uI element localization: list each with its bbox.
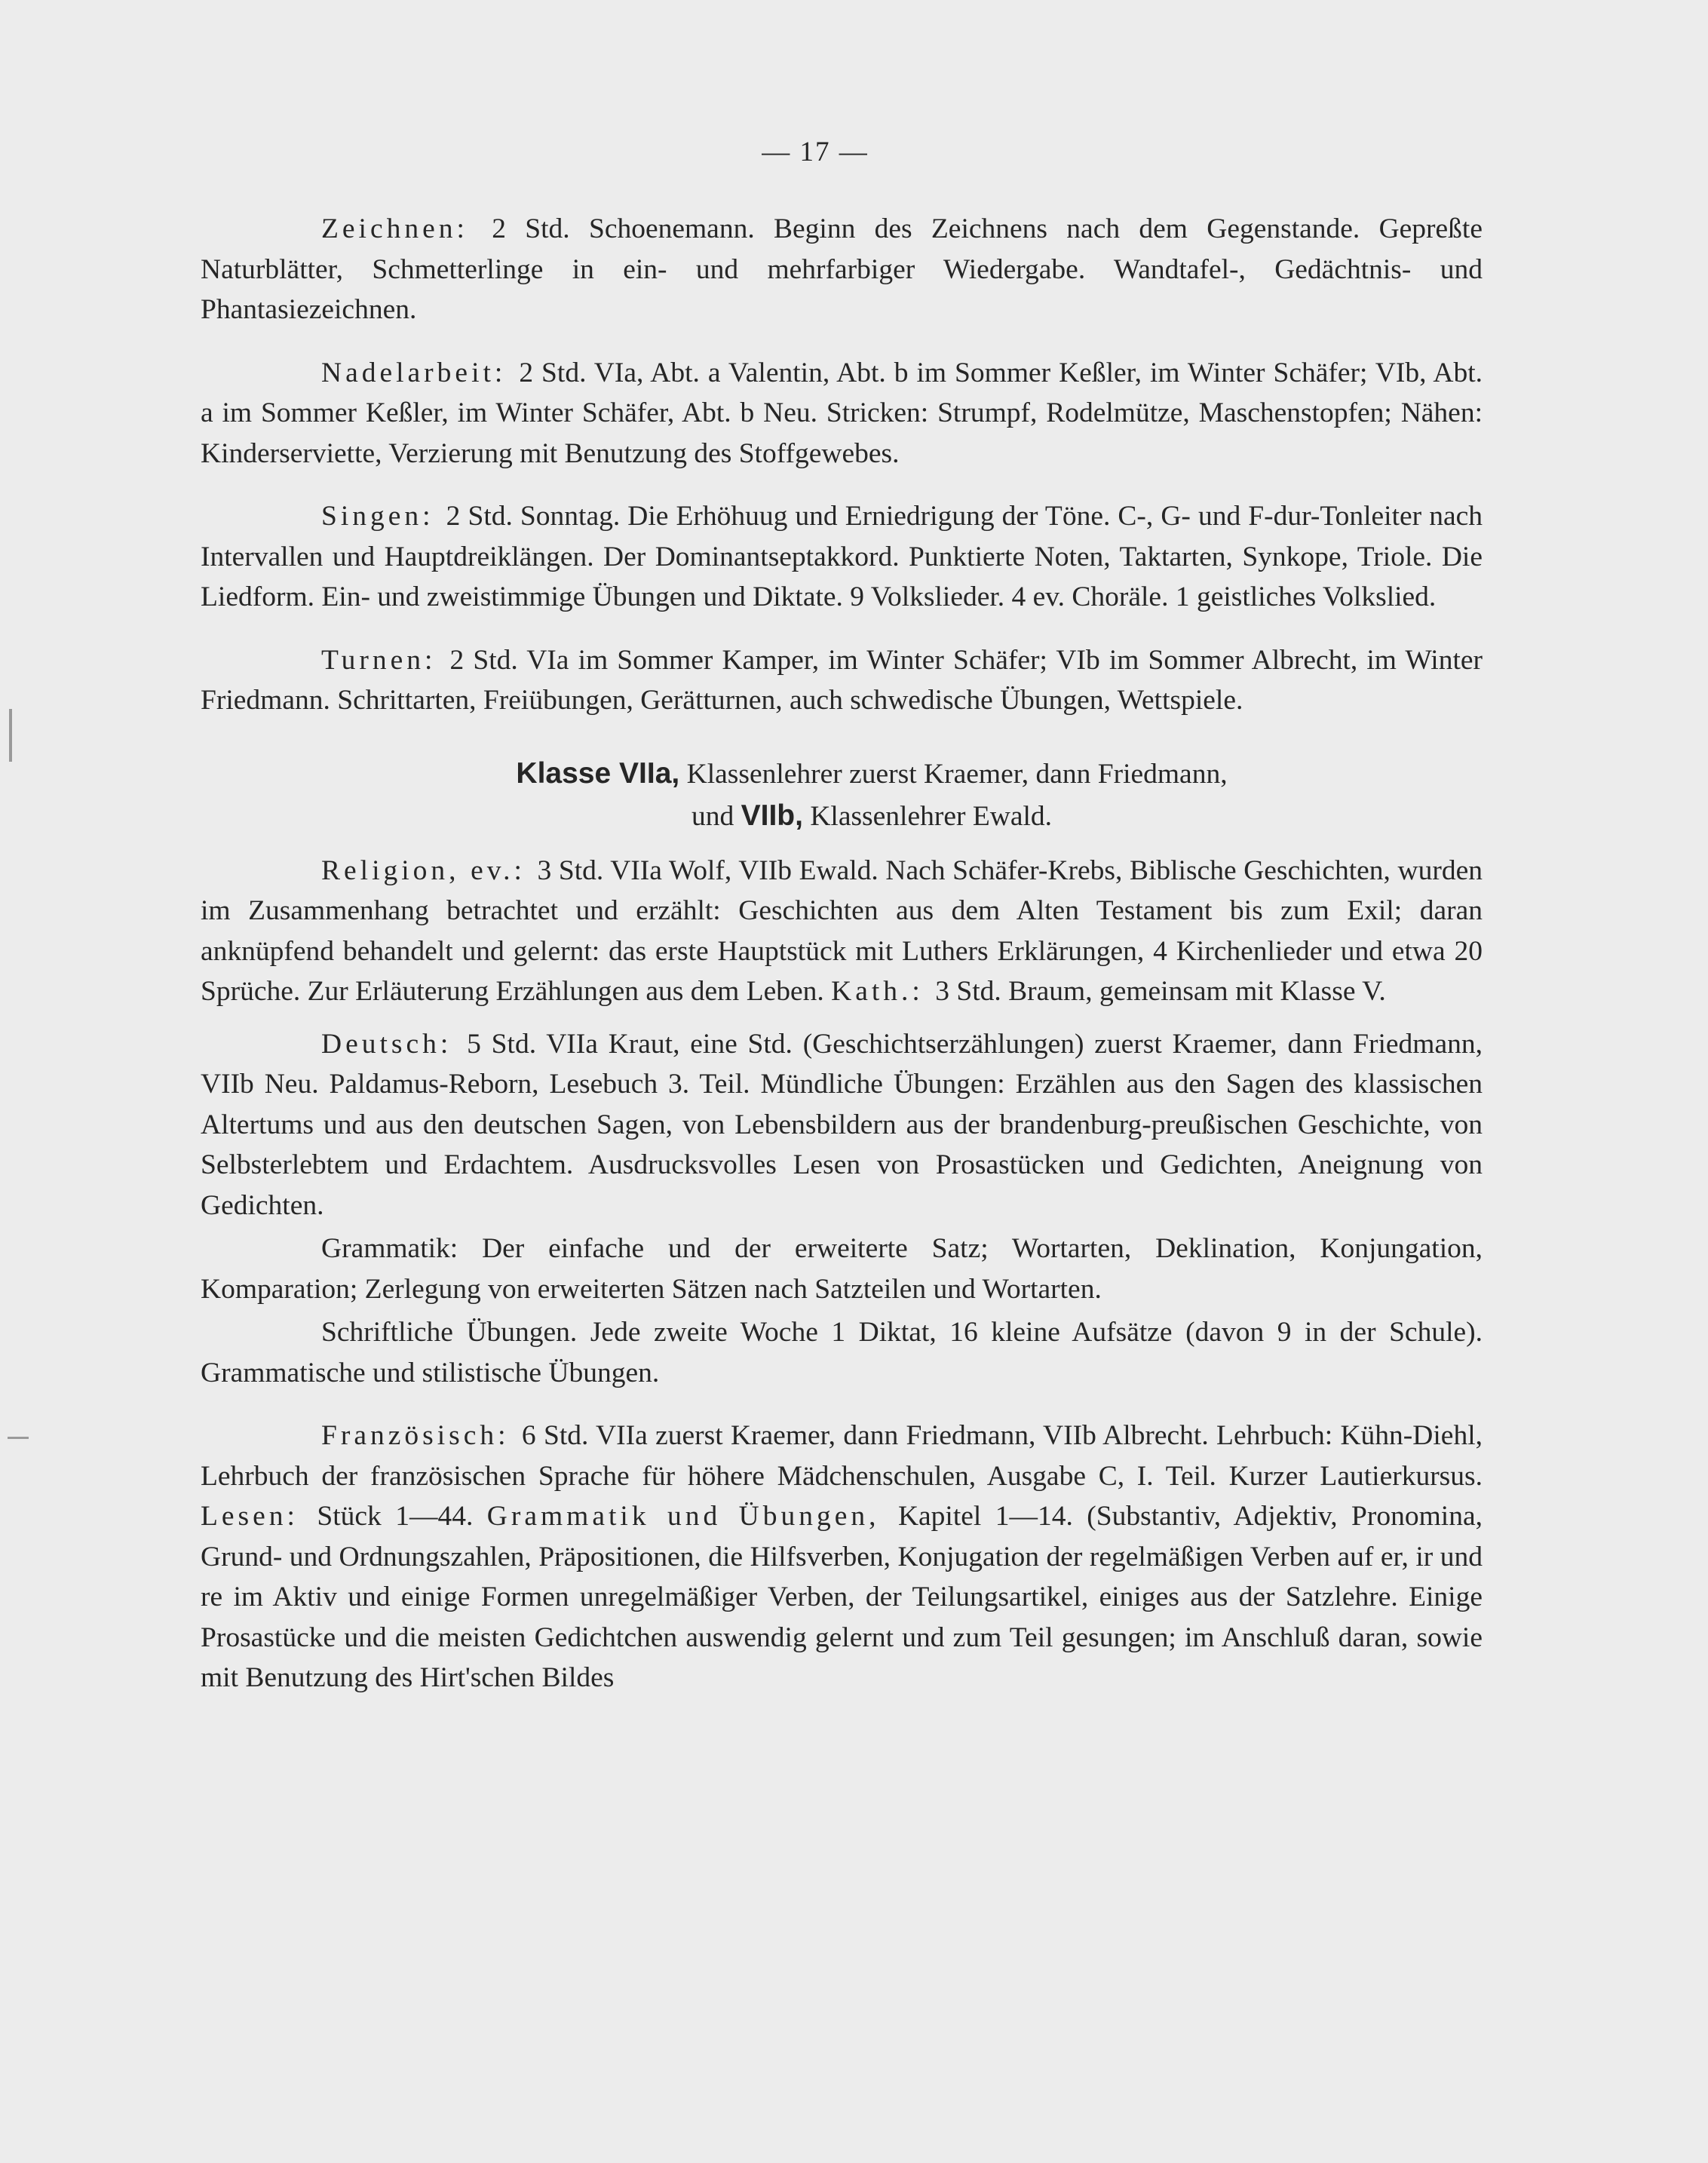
paragraph-franzoesisch — [201, 1416, 1483, 1698]
paragraph-deutsch — [201, 1024, 1483, 1226]
paragraph-text: 5 Std. VIIa Kraut, eine Std. (Geschichtserzählungen) zuerst Kraemer, dann Friedmann, VIIb Neu. Paldamus-Reborn, Lesebuch 3. Teil. Mündliche Übungen: Erzählen aus den Sagen des klassischen Altertums und aus den deutschen Sagen, von Lebensbildern aus der brandenburg-preußischen Geschichte, von Selbsterlebtem und Erdachtem. Ausdrucksvolles Lesen von Prosastücken und Gedichten, Aneignung von Gedichten. — [201, 1028, 1483, 1221]
page-content — [201, 136, 1483, 1721]
paragraph-text: 3 Std. Braum, gemeinsam mit Klasse V. — [928, 976, 1386, 1007]
subject-label: Singen: — [321, 501, 434, 532]
class-heading-text: Klassenlehrer zuerst Kraemer, dann Friedmann, — [679, 758, 1228, 790]
paragraph-singen — [201, 496, 1483, 618]
paragraph-text: Kapitel 1—14. (Substantiv, Adjektiv, Pronomina, Grund- und Ordnungszahlen, Präpositionen, die Hilfsverben, Konjugation der regelmäßigen Verben auf er, ir und re im Aktiv und einige Formen unregelmäßiger Verben, der Teilungsartikel, einiges aus der Satzlehre. Einige Prosastücke und die meisten Gedichtchen auswendig gelernt und zum Teil gesungen; im Anschluß daran, sowie mit Benutzung des Hirt'schen Bildes — [201, 1501, 1483, 1693]
paragraph-zeichnen — [201, 209, 1483, 330]
subject-label: Zeichnen: — [321, 213, 468, 244]
subject-label: Nadelarbeit: — [321, 357, 507, 388]
paragraph-text: 3 Std. VIIa Wolf, VIIb Ewald. Nach Schäfer-Krebs, Biblische Geschichten, wurden im Zusammenhang betrachtet und erzählt: Geschichten aus dem Alten Testament bis zum Exil; daran anknüpfend behandelt und gelernt: das erste Hauptstück mit Luthers Erklärungen, 4 Kirchenlieder und etwa 20 Sprüche. Zur Erläuterung Erzählungen aus dem Leben. — [201, 854, 1483, 1007]
class-heading-text: und — [691, 800, 741, 832]
scan-edge-mark — [9, 709, 12, 762]
subject-label: Grammatik und Übungen, — [486, 1501, 880, 1532]
page-number: — 17 — — [762, 137, 869, 167]
subject-label: Turnen: — [321, 644, 437, 676]
paragraph-text: 2 Std. Schoenemann. Beginn des Zeichnens nach dem Gegenstande. Gepreßte Naturblätter, Schmetterlinge in ein- und mehrfarbiger Wiedergabe. Wandtafel-, Gedächtnis- und Phantasiezeichnen. — [201, 213, 1483, 325]
subject-label: Lesen: — [201, 1501, 299, 1532]
class-name: Klasse VIIa, — [516, 756, 680, 790]
paragraph-religion — [201, 851, 1483, 1012]
section-label: Grammatik: — [321, 1233, 458, 1264]
paragraph-text: Jede zweite Woche 1 Diktat, 16 kleine Aufsätze (davon 9 in der Schule). Grammatische und stilistische Übungen. — [201, 1317, 1483, 1388]
paragraph-text: Der einfache und der erweiterte Satz; Wortarten, Deklination, Konjungation, Komparation; Zerlegung von erweiterten Sätzen nach Satzteilen und Wortarten. — [201, 1233, 1483, 1305]
subject-label: Französisch: — [321, 1420, 510, 1451]
paragraph-schriftliche-uebungen — [201, 1312, 1483, 1393]
paragraph-text: 2 Std. VIa, Abt. a Valentin, Abt. b im Sommer Keßler, im Winter Schäfer; VIb, Abt. a im Sommer Keßler, im Winter Schäfer, Abt. b Neu. Stricken: Strumpf, Rodelmütze, Maschenstopfen; Nähen: Kinderserviette, Verzierung mit Benutzung des Stoffgewebes. — [201, 357, 1483, 469]
class-name: VIIb, — [741, 799, 803, 832]
scan-edge-mark — [8, 1437, 29, 1439]
paragraph-text: 2 Std. Sonntag. Die Erhöhuug und Erniedrigung der Töne. C-, G- und F-dur-Tonleiter nach Intervallen und Hauptdreiklängen. Der Dominantseptakkord. Punktierte Noten, Taktarten, Synkope, Triole. Die Liedform. Ein- und zweistimmige Übungen und Diktate. 9 Volkslieder. 4 ev. Choräle. 1 geistliches Volkslied. — [201, 501, 1483, 612]
class-heading-line-1 — [261, 753, 1483, 795]
paragraph-nadelarbeit — [201, 353, 1483, 474]
section-label: Schriftliche Übungen. — [321, 1317, 578, 1348]
paragraph-text: Stück 1—44. — [302, 1501, 487, 1532]
subject-label: Kath.: — [831, 976, 924, 1007]
paragraph-turnen — [201, 640, 1483, 721]
class-heading-text: Klassenlehrer Ewald. — [802, 800, 1053, 832]
subject-label: Religion, ev.: — [321, 854, 526, 886]
class-heading — [201, 753, 1483, 837]
class-heading-line-2 — [261, 795, 1483, 837]
paragraph-text: 2 Std. VIa im Sommer Kamper, im Winter Schäfer; VIb im Sommer Albrecht, im Winter Friedmann. Schrittarten, Freiübungen, Gerätturnen, auch schwedische Übungen, Wettspiele. — [201, 644, 1483, 716]
paragraph-grammatik — [201, 1229, 1483, 1309]
subject-label: Deutsch: — [321, 1028, 452, 1060]
paragraph-text: 6 Std. VIIa zuerst Kraemer, dann Friedmann, VIIb Albrecht. Lehrbuch: Kühn-Diehl, Lehrbuch der französischen Sprache für höhere Mädchenschulen, Ausgabe C, I. Teil. Kurzer Lautierkursus. — [201, 1420, 1483, 1492]
